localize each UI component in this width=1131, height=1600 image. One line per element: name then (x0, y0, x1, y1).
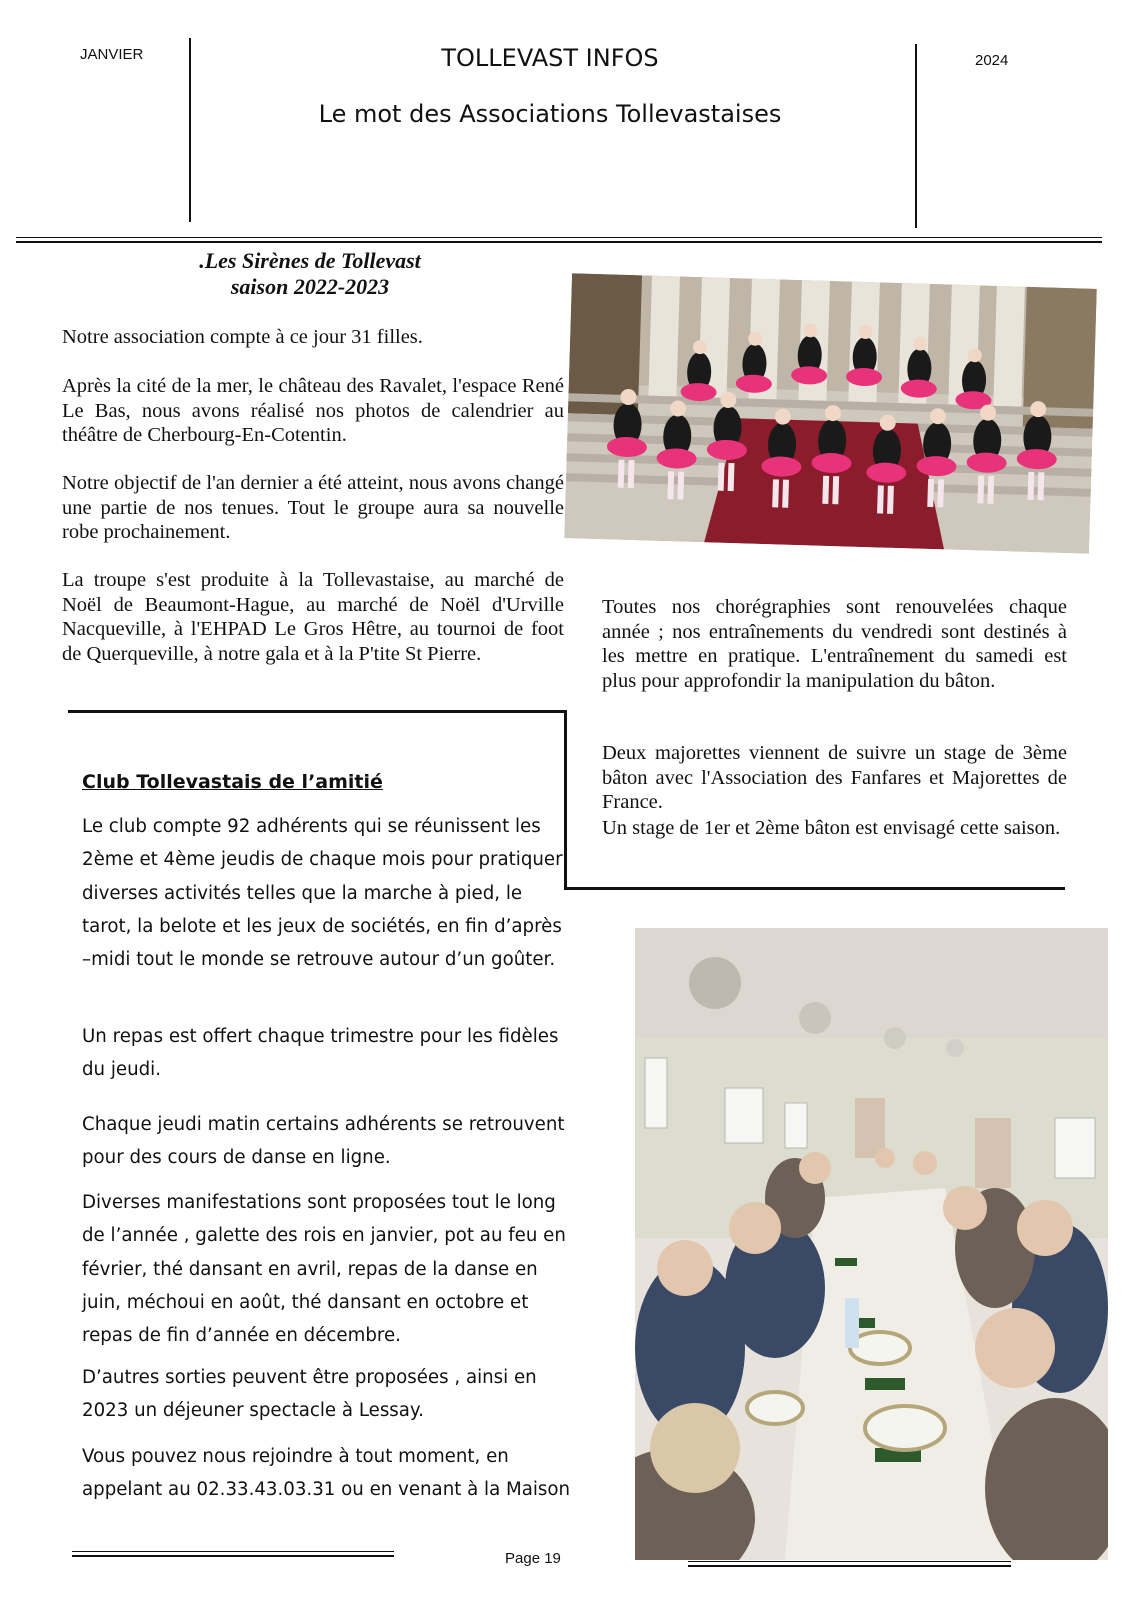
club-title: Club Tollevastais de l’amitié (82, 771, 383, 793)
article-title-sirenes (140, 248, 480, 300)
article-title-line1: .Les Sirènes de Tollevast (199, 248, 421, 273)
club-paragraph-3: Chaque jeudi matin certains adhérents se retrouvent pour des cours de danse en ligne. (82, 1114, 565, 1169)
header-divider-right (915, 44, 917, 228)
footer-rule-right-top (688, 1561, 1011, 1562)
publication-subtitle: Le mot des Associations Tollevastaises (318, 100, 782, 128)
footer-rule-right-bottom (688, 1565, 1011, 1567)
sirenes-paragraph-1: Notre association compte à ce jour 31 filles. (62, 326, 423, 348)
sirenes-bottom-rule (564, 887, 1065, 890)
majorettes-photo (564, 273, 1097, 553)
sirenes-paragraph-7: Un stage de 1er et 2ème bâton est envisagé cette saison. (602, 817, 1061, 839)
publication-title: TOLLEVAST INFOS (441, 44, 659, 72)
club-paragraph-4: Diverses manifestations sont proposées tout le long de l’année , galette des rois en janvier, pot au feu en février, thé dansant en avril, repas de la danse en juin, méchoui en août, thé dansant en octobre et repas de fin d’année en décembre. (82, 1192, 566, 1347)
footer-rule-left-bottom (72, 1555, 394, 1557)
sirenes-paragraph-6: Deux majorettes viennent de suivre un stage de 3ème bâton avec l'Association des Fanfares et Majorettes de France. (602, 742, 1067, 813)
footer-rule-left-top (72, 1551, 394, 1552)
club-lunch-photo (635, 928, 1108, 1560)
sirenes-paragraph-5: Toutes nos chorégraphies sont renouvelées chaque année ; nos entraînements du vendredi sont destinés à les mettre en pratique. L'entraînement du samedi est plus pour approfondir la manipulation du bâton. (602, 596, 1067, 692)
issue-month: JANVIER (80, 46, 144, 63)
club-paragraph-2: Un repas est offert chaque trimestre pour les fidèles du jeudi. (82, 1026, 559, 1081)
club-paragraph-1: Le club compte 92 adhérents qui se réunissent les 2ème et 4ème jeudis de chaque mois pour pratiquer diverses activités telles que la marche à pied, le tarot, la belote et les jeux de sociétés, en fin d’après –midi tout le monde se retrouve autour d’un goûter. (82, 816, 563, 971)
sirenes-paragraph-2: Après la cité de la mer, le château des Ravalet, l'espace René Le Bas, nous avons réalisé nos photos de calendrier au théâtre de Cherbourg-En-Cotentin. (62, 375, 564, 446)
page-number: Page 19 (505, 1550, 561, 1567)
sirenes-paragraph-4: La troupe s'est produite à la Tollevastaise, au marché de Noël de Beaumont-Hague, au marché de Noël d'Urville Nacqueville, à l'EHPAD Le Gros Hêtre, au tournoi de foot de Querqueville, à notre gala et à la P'tite St Pierre. (62, 569, 564, 665)
header-rule-bottom (16, 241, 1102, 243)
article-title-line2: saison 2022-2023 (230, 274, 390, 299)
club-paragraph-6: Vous pouvez nous rejoindre à tout moment, en appelant au 02.33.43.03.31 ou en venant à la Maison (82, 1446, 571, 1501)
sirenes-paragraph-3: Notre objectif de l'an dernier a été atteint, nous avons changé une partie de nos tenues. Tout le groupe aura sa nouvelle robe prochainement. (62, 472, 564, 543)
issue-year: 2024 (975, 52, 1009, 69)
club-box-top-rule (68, 710, 566, 713)
club-paragraph-5: D’autres sorties peuvent être proposées , ainsi en 2023 un déjeuner spectacle à Lessay. (82, 1367, 537, 1422)
header-rule-top (16, 237, 1102, 238)
